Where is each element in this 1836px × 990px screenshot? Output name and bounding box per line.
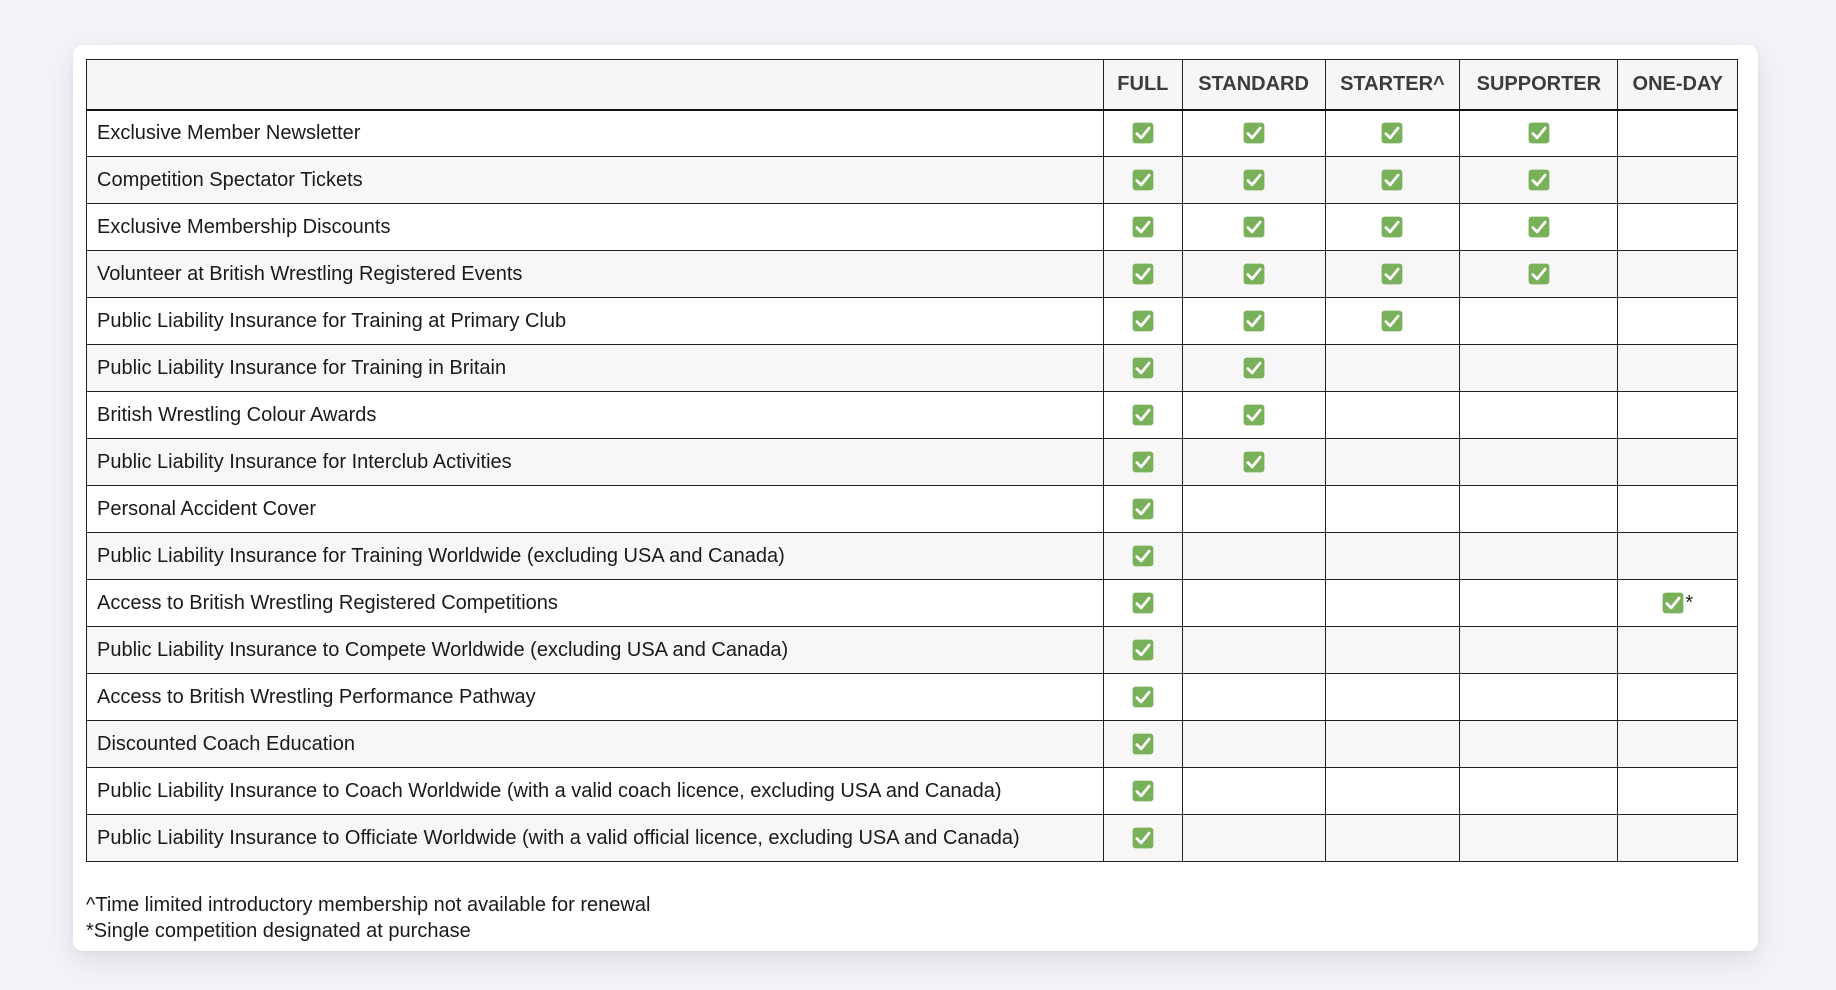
cell-starter — [1325, 815, 1460, 862]
cell-supporter — [1460, 674, 1618, 721]
cell-starter — [1325, 533, 1460, 580]
table-row — [87, 580, 1738, 627]
table-row — [87, 392, 1738, 439]
check-mark-icon — [1528, 216, 1550, 238]
check-mark-icon — [1132, 827, 1154, 849]
check-mark-icon — [1243, 169, 1265, 191]
table-row — [87, 486, 1738, 533]
cell-standard — [1182, 627, 1325, 674]
table-row — [87, 298, 1738, 345]
feature-label: Exclusive Member Newsletter — [87, 110, 1104, 157]
check-mark-icon — [1132, 404, 1154, 426]
column-header-starter: STARTER^ — [1325, 60, 1460, 110]
cell-full — [1104, 486, 1183, 533]
feature-label: Exclusive Membership Discounts — [87, 204, 1104, 251]
check-mark-icon — [1132, 545, 1154, 567]
cell-starter — [1325, 298, 1460, 345]
check-mark-icon — [1132, 686, 1154, 708]
footnote-marker: * — [1685, 591, 1694, 614]
column-header-supporter: SUPPORTER — [1460, 60, 1618, 110]
check-mark-icon — [1243, 216, 1265, 238]
column-header-one-day: ONE-DAY — [1618, 60, 1738, 110]
cell-supporter — [1460, 486, 1618, 533]
cell-standard — [1182, 674, 1325, 721]
membership-comparison-table — [86, 59, 1738, 862]
check-mark-icon — [1132, 733, 1154, 755]
cell-one-day — [1618, 486, 1738, 533]
cell-standard — [1182, 157, 1325, 204]
check-mark-icon — [1528, 263, 1550, 285]
check-mark-icon — [1243, 310, 1265, 332]
cell-supporter — [1460, 110, 1618, 157]
check-mark-icon — [1243, 404, 1265, 426]
check-mark-icon — [1132, 122, 1154, 144]
feature-label: Public Liability Insurance to Compete Worldwide (excluding USA and Canada) — [87, 627, 1104, 674]
feature-label: Public Liability Insurance for Training in Britain — [87, 345, 1104, 392]
cell-standard — [1182, 298, 1325, 345]
cell-full — [1104, 674, 1183, 721]
cell-starter — [1325, 251, 1460, 298]
cell-one-day — [1618, 815, 1738, 862]
table-row — [87, 345, 1738, 392]
table-row — [87, 815, 1738, 862]
cell-starter — [1325, 204, 1460, 251]
cell-supporter — [1460, 251, 1618, 298]
cell-starter — [1325, 439, 1460, 486]
cell-one-day — [1618, 721, 1738, 768]
check-mark-icon — [1132, 310, 1154, 332]
cell-supporter — [1460, 721, 1618, 768]
cell-supporter — [1460, 439, 1618, 486]
check-mark-icon — [1132, 498, 1154, 520]
cell-supporter — [1460, 580, 1618, 627]
cell-full — [1104, 768, 1183, 815]
check-mark-icon — [1132, 357, 1154, 379]
cell-one-day — [1618, 251, 1738, 298]
cell-standard — [1182, 110, 1325, 157]
cell-one-day — [1618, 204, 1738, 251]
cell-full — [1104, 439, 1183, 486]
feature-label: Public Liability Insurance for Interclub Activities — [87, 439, 1104, 486]
cell-starter — [1325, 627, 1460, 674]
cell-standard — [1182, 392, 1325, 439]
table-body — [87, 110, 1738, 862]
table-row — [87, 627, 1738, 674]
check-mark-icon — [1381, 122, 1403, 144]
feature-label: British Wrestling Colour Awards — [87, 392, 1104, 439]
cell-full — [1104, 392, 1183, 439]
footnotes — [86, 892, 650, 944]
check-mark-icon — [1132, 780, 1154, 802]
cell-supporter — [1460, 345, 1618, 392]
cell-starter — [1325, 110, 1460, 157]
feature-label: Competition Spectator Tickets — [87, 157, 1104, 204]
cell-one-day — [1618, 580, 1738, 627]
cell-starter — [1325, 345, 1460, 392]
cell-one-day — [1618, 298, 1738, 345]
cell-one-day — [1618, 157, 1738, 204]
check-mark-icon — [1132, 216, 1154, 238]
feature-label: Public Liability Insurance for Training Worldwide (excluding USA and Canada) — [87, 533, 1104, 580]
table-row — [87, 533, 1738, 580]
cell-one-day — [1618, 110, 1738, 157]
check-mark-icon — [1662, 592, 1684, 614]
check-mark-icon — [1243, 357, 1265, 379]
table-header-row — [87, 60, 1738, 110]
feature-label: Access to British Wrestling Registered Competitions — [87, 580, 1104, 627]
cell-standard — [1182, 486, 1325, 533]
cell-supporter — [1460, 204, 1618, 251]
cell-supporter — [1460, 768, 1618, 815]
cell-full — [1104, 157, 1183, 204]
feature-label: Public Liability Insurance to Coach Worldwide (with a valid coach licence, excluding USA and Canada) — [87, 768, 1104, 815]
cell-standard — [1182, 768, 1325, 815]
cell-supporter — [1460, 298, 1618, 345]
cell-full — [1104, 627, 1183, 674]
feature-label: Access to British Wrestling Performance Pathway — [87, 674, 1104, 721]
cell-supporter — [1460, 627, 1618, 674]
cell-full — [1104, 721, 1183, 768]
cell-full — [1104, 298, 1183, 345]
check-mark-icon — [1132, 639, 1154, 661]
cell-starter — [1325, 392, 1460, 439]
check-mark-icon — [1243, 122, 1265, 144]
check-mark-icon — [1381, 310, 1403, 332]
cell-standard — [1182, 251, 1325, 298]
cell-standard — [1182, 815, 1325, 862]
check-mark-icon — [1132, 263, 1154, 285]
cell-one-day — [1618, 627, 1738, 674]
feature-label: Public Liability Insurance for Training at Primary Club — [87, 298, 1104, 345]
cell-starter — [1325, 580, 1460, 627]
cell-starter — [1325, 768, 1460, 815]
feature-label: Discounted Coach Education — [87, 721, 1104, 768]
check-mark-icon — [1243, 263, 1265, 285]
cell-full — [1104, 345, 1183, 392]
cell-one-day — [1618, 533, 1738, 580]
cell-standard — [1182, 721, 1325, 768]
cell-supporter — [1460, 392, 1618, 439]
check-mark-icon — [1528, 122, 1550, 144]
cell-standard — [1182, 345, 1325, 392]
feature-label: Volunteer at British Wrestling Registered Events — [87, 251, 1104, 298]
column-header-standard: STANDARD — [1182, 60, 1325, 110]
check-mark-icon — [1132, 451, 1154, 473]
check-mark-icon — [1132, 592, 1154, 614]
cell-supporter — [1460, 533, 1618, 580]
cell-one-day — [1618, 392, 1738, 439]
table-row — [87, 768, 1738, 815]
check-mark-icon — [1381, 169, 1403, 191]
cell-supporter — [1460, 815, 1618, 862]
cell-one-day — [1618, 768, 1738, 815]
cell-starter — [1325, 486, 1460, 533]
table-row — [87, 110, 1738, 157]
cell-starter — [1325, 674, 1460, 721]
cell-standard — [1182, 204, 1325, 251]
cell-full — [1104, 580, 1183, 627]
table-row — [87, 674, 1738, 721]
table-row — [87, 251, 1738, 298]
membership-comparison-card — [73, 45, 1758, 951]
cell-full — [1104, 251, 1183, 298]
check-mark-icon — [1132, 169, 1154, 191]
cell-starter — [1325, 157, 1460, 204]
cell-full — [1104, 110, 1183, 157]
cell-standard — [1182, 533, 1325, 580]
table-row — [87, 204, 1738, 251]
check-mark-icon — [1381, 216, 1403, 238]
cell-one-day — [1618, 674, 1738, 721]
table-row — [87, 721, 1738, 768]
cell-starter — [1325, 721, 1460, 768]
cell-full — [1104, 815, 1183, 862]
feature-label: Public Liability Insurance to Officiate Worldwide (with a valid official licence, excluding USA and Canada) — [87, 815, 1104, 862]
check-mark-icon — [1243, 451, 1265, 473]
cell-one-day — [1618, 439, 1738, 486]
check-mark-icon — [1381, 263, 1403, 285]
column-header-full: FULL — [1104, 60, 1183, 110]
footnote-starter: ^Time limited introductory membership not available for renewal — [86, 894, 651, 916]
table-row — [87, 157, 1738, 204]
cell-standard — [1182, 439, 1325, 486]
cell-full — [1104, 533, 1183, 580]
cell-one-day — [1618, 345, 1738, 392]
check-mark-icon — [1528, 169, 1550, 191]
table-row — [87, 439, 1738, 486]
cell-supporter — [1460, 157, 1618, 204]
cell-full — [1104, 204, 1183, 251]
footnote-one-day: *Single competition designated at purchase — [86, 920, 471, 942]
feature-column-header — [87, 60, 1104, 110]
cell-standard — [1182, 580, 1325, 627]
feature-label: Personal Accident Cover — [87, 486, 1104, 533]
